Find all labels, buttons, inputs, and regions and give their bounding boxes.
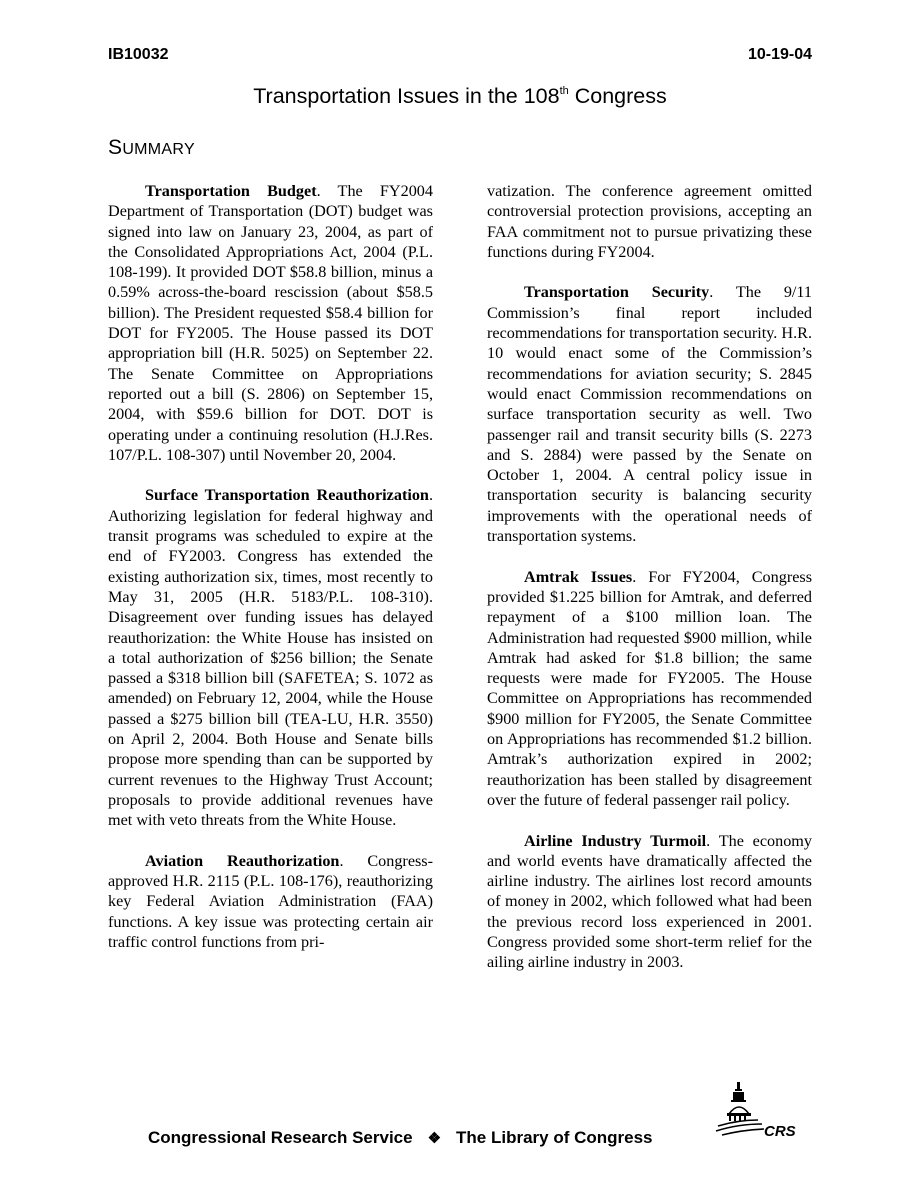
paragraph-amtrak-issues xyxy=(487,567,812,811)
paragraph-text: . The FY2004 Department of Transportation (DOT) budget was signed into law on January 23, 2004, as part of the Consolidated Appropriations Act, 2004 (P.L. 108-199). It provided DOT $58.8 billion, minus a 0.59% across-the-board rescission (about $58.5 billion). The President requested $58.4 billion for DOT for FY2005. The House passed its DOT appropriation bill (H.R. 5025) on September 22. The Senate Committee on Appropriations reported out a bill (S. 2806) on September 15, 2004, with $59.6 billion for DOT. DOT is operating under a continuing resolution (H.J.Res. 107/P.L. 108-307) until November 20, 2004. xyxy=(108,182,433,464)
paragraph-heading: Amtrak Issues xyxy=(524,567,633,586)
page-footer xyxy=(148,1128,653,1148)
paragraph-aviation-continued: vatization. The conference agreement omitted controversial protection provisions, accepting an FAA commitment not to pursue privatizing these functions during FY2004. xyxy=(487,182,812,261)
paragraph-heading: Aviation Reauthorization xyxy=(145,851,340,870)
title-suffix: Congress xyxy=(568,84,667,108)
crs-logo-text: CRS xyxy=(764,1123,796,1140)
paragraph-text: . For FY2004, Congress provided $1.225 billion for Amtrak, and deferred repayment of a $100 million loan. The Administration had requested $900 million, while Amtrak had asked for $1.8 billion; the same requests were made for FY2005. The House Committee on Appropriations has recommended $900 million for FY2005, the Senate Committee on Appropriations has recommended $1.2 billion. Amtrak’s authorization expired in 2002; reauthorization has been stalled by disagreement over the future of federal passenger rail policy. xyxy=(487,567,812,809)
document-id: IB10032 xyxy=(108,46,169,63)
paragraph-heading: Transportation Security xyxy=(524,283,710,302)
paragraph-heading: Transportation Budget xyxy=(145,182,317,200)
paragraph-heading: Surface Transportation Reauthorization xyxy=(145,486,429,505)
right-column xyxy=(487,181,812,993)
paragraph-airline-turmoil xyxy=(487,831,812,973)
paragraph-aviation-reauthorization xyxy=(108,851,433,952)
diamond-separator-icon: ❖ xyxy=(427,1130,442,1147)
paragraph-text: . The economy and world events have dramatically affected the airline industry. The airlines lost record amounts of money in 2002, which followed what had been the previous record loss experienced in 2001. Congress provided some short-term relief for the ailing airline industry in 2003. xyxy=(487,831,812,972)
footer-crs-name: Congressional Research Service xyxy=(148,1128,413,1147)
paragraph-heading: Airline Industry Turmoil xyxy=(524,831,707,850)
paragraph-text: . Authorizing legislation for federal highway and transit programs was scheduled to expire at the end of FY2003. Congress has extended the existing authorization six, times, most recently to May 31, 2005 (H.R. 5183/P.L. 108-310). Disagreement over funding issues has delayed reauthorization: the White House has insisted on a total authorization of $256 billion; the Senate passed a $318 billion bill (SAFETEA; S. 1072 as amended) on February 12, 2004, while the House passed a $275 billion bill (TEA-LU, H.R. 3550) on April 2, 2004. Both House and Senate bills propose more spending than can be supported by current revenues to the Highway Trust Account; proposals to provide additional revenues have met with veto threats from the White House. xyxy=(108,486,433,830)
paragraph-transportation-security xyxy=(487,282,812,546)
section-heading-summary xyxy=(108,136,195,160)
paragraph-surface-transportation xyxy=(108,485,433,830)
section-heading-initial: S xyxy=(108,136,123,159)
left-column xyxy=(108,181,433,973)
title-superscript: th xyxy=(559,85,569,97)
page-title xyxy=(0,84,920,109)
document-date: 10-19-04 xyxy=(747,46,812,63)
paragraph-text: . The 9/11 Commission’s final report included recommendations for transportation security. H.R. 10 would enact some of the Commission’s recommendations for aviation security; S. 2845 would enact Commission recommendations on surface transportation security as well. Two passenger rail and transit security bills (S. 2273 and S. 2884) were passed by the Senate on October 1, 2004. A central policy issue in transportation security is balancing security improvements with the operational needs of transportation systems. xyxy=(487,283,812,546)
crs-capitol-logo xyxy=(714,1080,809,1142)
section-heading-rest: UMMARY xyxy=(122,141,195,158)
footer-library-name: The Library of Congress xyxy=(456,1128,653,1147)
title-prefix: Transportation Issues in the 108 xyxy=(253,84,560,108)
paragraph-text: . Congress-approved H.R. 2115 (P.L. 108-176), reauthorizing key Federal Aviation Administration (FAA) functions. A key issue was protecting certain air traffic control functions from pri- xyxy=(108,851,433,951)
paragraph-transportation-budget xyxy=(108,181,433,465)
